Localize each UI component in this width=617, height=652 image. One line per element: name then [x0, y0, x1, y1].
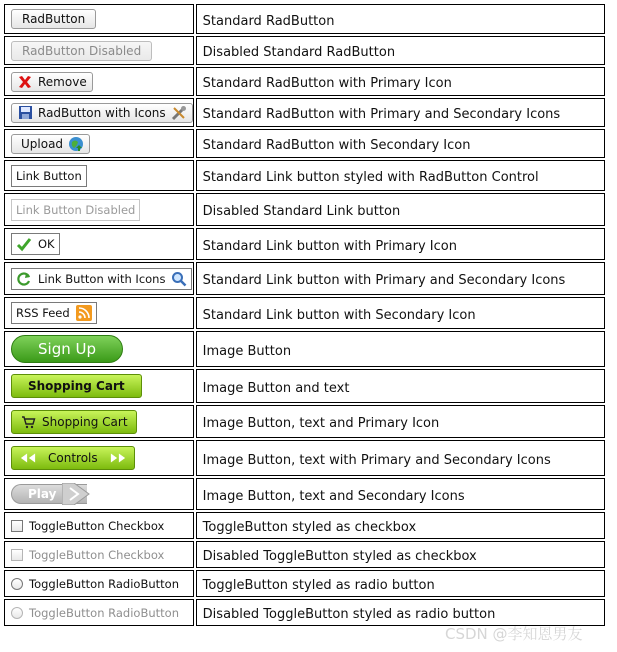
radbutton[interactable]: RadButton [11, 9, 96, 29]
row-description: Standard RadButton [202, 13, 335, 29]
play-arrow-icon [62, 483, 90, 505]
table-row [4, 369, 605, 403]
ok-button[interactable] [11, 233, 60, 255]
fast-forward-icon [110, 450, 126, 466]
row-description: Standard RadButton with Primary Icon [202, 76, 452, 91]
row-description: Disabled Standard Link button [202, 204, 401, 219]
table-row [4, 262, 605, 295]
demo-table [2, 2, 607, 628]
shopping-cart-icon-button[interactable] [11, 410, 137, 434]
upload-button[interactable] [11, 134, 90, 154]
row-description: ToggleButton styled as radio button [202, 578, 435, 593]
radio-circle[interactable] [11, 578, 23, 590]
row-description: Image Button, text and Secondary Icons [202, 488, 465, 504]
radbutton-disabled: RadButton Disabled [11, 41, 152, 61]
table-row [4, 193, 605, 226]
red-x-icon [17, 74, 33, 90]
globe-upload-icon [68, 136, 84, 152]
watermark: CSDN @李知恩男友 [445, 625, 583, 643]
rss-icon [76, 305, 92, 321]
table-row [4, 98, 605, 127]
row-description: Standard Link button styled with RadButton Control [202, 170, 539, 185]
toggle-checkbox[interactable] [11, 519, 164, 533]
radbutton-with-icons-label: RadButton with Icons [38, 105, 166, 120]
remove-button[interactable] [11, 72, 93, 92]
row-description: Standard Link button with Secondary Icon [202, 307, 476, 323]
controls-label: Controls [48, 451, 98, 465]
row-description: Disabled Standard RadButton [202, 45, 396, 60]
toggle-radio-label: ToggleButton RadioButton [29, 605, 179, 620]
row-description: Standard Link button with Primary and Secondary Icons [202, 273, 566, 288]
rewind-icon [20, 450, 36, 466]
tools-icon [171, 105, 187, 121]
table-row [4, 512, 605, 539]
toggle-checkbox-disabled [11, 548, 164, 562]
play-button[interactable] [11, 484, 87, 504]
play-label: Play [28, 487, 57, 501]
rss-feed-button[interactable] [11, 302, 97, 324]
sign-up-button[interactable]: Sign Up [11, 335, 123, 363]
toggle-radio-label: ToggleButton RadioButton [29, 576, 179, 591]
table-row [4, 36, 605, 65]
checkbox-box [11, 549, 23, 561]
radio-circle [11, 607, 23, 619]
table-row [4, 331, 605, 367]
row-description: Disabled ToggleButton styled as radio button [202, 607, 496, 622]
floppy-disk-icon [17, 105, 33, 121]
magnifier-icon [171, 271, 187, 287]
checkmark-icon [16, 236, 32, 252]
table-row [4, 160, 605, 191]
row-description: Image Button [202, 343, 292, 359]
row-description: Image Button and text [202, 380, 350, 396]
toggle-checkbox-label: ToggleButton Checkbox [29, 518, 165, 533]
table-row [4, 405, 605, 438]
table-row [4, 297, 605, 329]
shopping-cart-label: Shopping Cart [42, 414, 128, 429]
controls-button[interactable] [11, 446, 135, 470]
row-description: Standard RadButton with Primary and Secondary Icons [202, 107, 561, 122]
checkbox-box[interactable] [11, 520, 23, 532]
link-button[interactable]: Link Button [11, 165, 87, 187]
table-row [4, 541, 605, 568]
refresh-icon [16, 271, 32, 287]
table-row [4, 129, 605, 158]
link-button-with-icons-label: Link Button with Icons [38, 271, 166, 286]
rss-feed-label: RSS Feed [16, 306, 70, 320]
link-button-disabled: Link Button Disabled [11, 199, 140, 221]
toggle-checkbox-label: ToggleButton Checkbox [29, 547, 165, 562]
row-description: Image Button, text and Primary Icon [202, 416, 440, 431]
toggle-radio-disabled [11, 606, 179, 620]
shopping-cart-button[interactable]: Shopping Cart [11, 374, 142, 398]
link-button-with-icons[interactable] [11, 268, 192, 290]
upload-label: Upload [21, 136, 64, 151]
table-row [4, 599, 605, 626]
table-row [4, 4, 605, 34]
radbutton-with-icons[interactable] [11, 103, 193, 123]
row-description: Standard RadButton with Secondary Icon [202, 138, 471, 153]
table-row [4, 570, 605, 597]
row-description: Image Button, text with Primary and Secondary Icons [202, 452, 551, 468]
table-row [4, 440, 605, 476]
row-description: Standard Link button with Primary Icon [202, 238, 457, 254]
remove-label: Remove [38, 74, 87, 89]
row-description: ToggleButton styled as checkbox [202, 520, 417, 535]
row-description: Disabled ToggleButton styled as checkbox [202, 549, 477, 564]
table-row [4, 228, 605, 260]
cart-icon [20, 414, 36, 430]
table-row [4, 67, 605, 96]
toggle-radio[interactable] [11, 577, 179, 591]
table-row [4, 478, 605, 510]
ok-label: OK [38, 237, 55, 251]
